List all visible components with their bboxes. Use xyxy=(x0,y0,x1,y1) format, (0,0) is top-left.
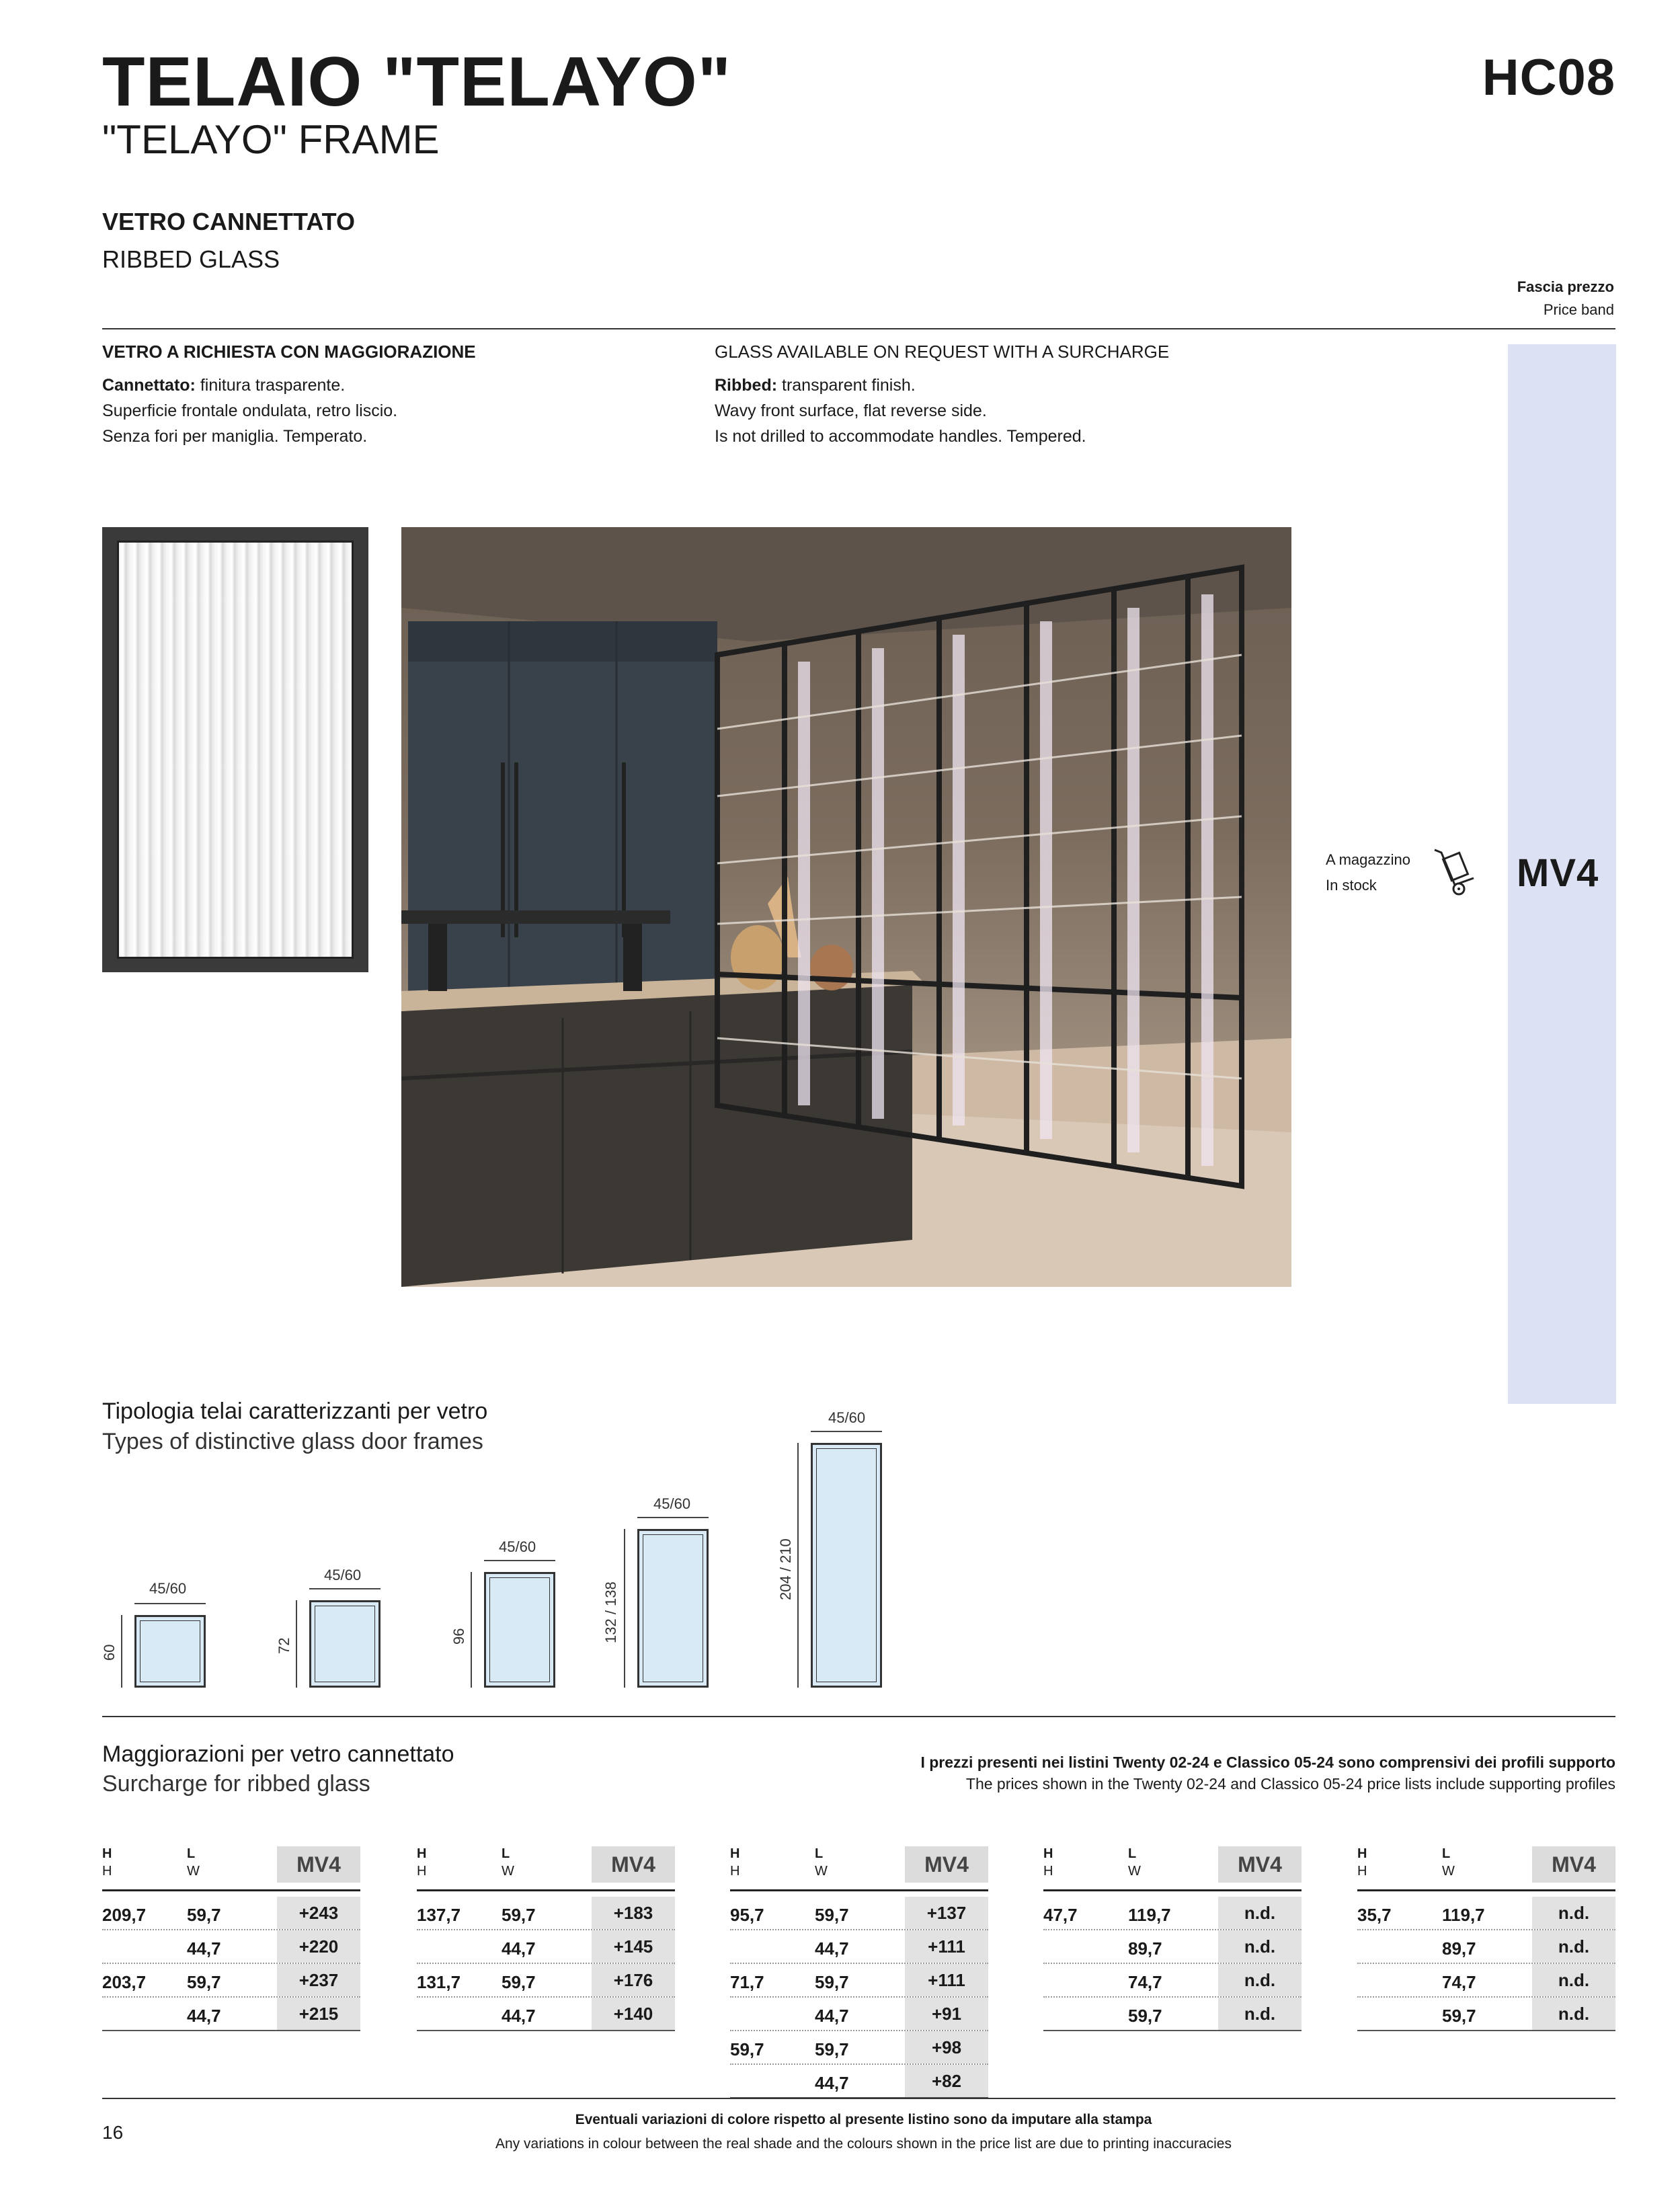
cell-l: 44,7 xyxy=(815,2006,849,2026)
frame-width-label: 45/60 xyxy=(499,1538,536,1555)
cell-price: +111 xyxy=(905,1930,988,1963)
page-subtitle-en: "TELAYO" FRAME xyxy=(102,117,440,162)
cell-price: +220 xyxy=(277,1930,360,1963)
cell-h: 71,7 xyxy=(730,1972,764,1992)
table-header xyxy=(730,1846,988,1884)
frames-title-en: Types of distinctive glass door frames xyxy=(102,1429,483,1454)
stock-label-it: A magazzino xyxy=(1326,851,1410,868)
price-note-en: The prices shown in the Twenty 02-24 and Classico 05-24 price lists include supporting profiles xyxy=(965,1775,1615,1793)
description-label: Ribbed: xyxy=(715,376,778,395)
frame-width-label: 45/60 xyxy=(828,1409,866,1426)
cell-l: 74,7 xyxy=(1442,1972,1476,1992)
height-dimension-line xyxy=(471,1572,472,1688)
frames-title-it: Tipologia telai caratterizzanti per vetro xyxy=(102,1399,488,1424)
kitchen-interior-photo xyxy=(401,527,1291,1287)
frame-width-label: 45/60 xyxy=(324,1567,362,1583)
ribbed-glass-swatch xyxy=(102,527,368,972)
section-divider xyxy=(102,1716,1615,1717)
footer-note-en: Any variations in colour between the real shade and the colours shown in the price list are due to printing inaccuracies xyxy=(495,2136,1232,2152)
height-dimension-line xyxy=(296,1600,297,1688)
footer-note-it: Eventuali variazioni di colore rispetto al presente listino sono da imputare alla stampa xyxy=(575,2112,1152,2127)
description-line: Wavy front surface, flat reverse side. xyxy=(715,401,987,420)
cell-l: 59,7 xyxy=(187,1972,221,1992)
cell-price: +140 xyxy=(592,1998,675,2030)
height-dimension-line xyxy=(624,1529,625,1688)
table-header xyxy=(417,1846,675,1884)
cell-l: 89,7 xyxy=(1128,1938,1162,1959)
cell-l: 74,7 xyxy=(1128,1972,1162,1992)
col-price-band: MV4 xyxy=(1218,1846,1302,1883)
cell-price: n.d. xyxy=(1218,1897,1302,1929)
cell-price: +111 xyxy=(905,1964,988,1996)
cell-h: 59,7 xyxy=(730,2039,764,2059)
col-h-it: H xyxy=(1357,1846,1367,1861)
col-h-en: H xyxy=(1357,1864,1367,1879)
cell-l: 59,7 xyxy=(815,1905,849,1925)
cell-l: 89,7 xyxy=(1442,1938,1476,1959)
col-price-band: MV4 xyxy=(1532,1846,1615,1883)
surcharge-table xyxy=(1357,1846,1615,2031)
col-price-band: MV4 xyxy=(277,1846,360,1883)
cell-price: n.d. xyxy=(1532,1897,1615,1929)
cell-price: n.d. xyxy=(1532,1998,1615,2030)
col-l-it: L xyxy=(815,1846,824,1861)
cell-price: n.d. xyxy=(1218,1998,1302,2030)
surcharge-title-en: Surcharge for ribbed glass xyxy=(102,1771,370,1797)
description-it xyxy=(102,343,476,449)
table-header xyxy=(102,1846,360,1884)
price-note-it: I prezzi presenti nei listini Twenty 02-24 e Classico 05-24 sono comprensivi dei profili supporto xyxy=(920,1754,1615,1771)
cell-price: n.d. xyxy=(1218,1964,1302,1996)
cell-price: +91 xyxy=(905,1998,988,2030)
cell-l: 59,7 xyxy=(1442,2006,1476,2026)
description-line: Is not drilled to accommodate handles. Tempered. xyxy=(715,427,1086,446)
cell-l: 44,7 xyxy=(815,1938,849,1959)
frame-height-label: 204 / 210 xyxy=(777,1538,794,1600)
cell-h: 131,7 xyxy=(417,1972,461,1992)
cell-l: 59,7 xyxy=(187,1905,221,1925)
cell-price: +183 xyxy=(592,1897,675,1929)
frame-width-label: 45/60 xyxy=(149,1580,187,1597)
cell-l: 59,7 xyxy=(502,1905,536,1925)
col-h-en: H xyxy=(417,1864,427,1879)
cell-l: 119,7 xyxy=(1442,1905,1485,1925)
cell-h: 95,7 xyxy=(730,1905,764,1925)
cell-l: 119,7 xyxy=(1128,1905,1171,1925)
col-h-en: H xyxy=(102,1864,112,1879)
footer-divider xyxy=(102,2098,1615,2099)
description-line: Superficie frontale ondulata, retro liscio. xyxy=(102,401,398,420)
cell-price: n.d. xyxy=(1532,1964,1615,1996)
stock-label-en: In stock xyxy=(1326,877,1377,894)
col-h-it: H xyxy=(417,1846,427,1861)
cell-price: +137 xyxy=(905,1897,988,1929)
description-title-it: VETRO A RICHIESTA CON MAGGIORAZIONE xyxy=(102,342,476,362)
page-title: TELAIO "TELAYO" xyxy=(102,43,732,121)
description-en xyxy=(715,343,1169,449)
surcharge-table xyxy=(417,1846,675,2031)
cell-price: +98 xyxy=(905,2031,988,2063)
table-header xyxy=(1043,1846,1302,1884)
cell-l: 59,7 xyxy=(502,1972,536,1992)
height-dimension-line xyxy=(121,1615,122,1688)
cell-h: 203,7 xyxy=(102,1972,147,1992)
glass-frame xyxy=(811,1443,882,1688)
cell-l: 44,7 xyxy=(502,1938,536,1959)
product-code: HC08 xyxy=(1482,49,1615,106)
cell-price: +215 xyxy=(277,1998,360,2030)
col-l-it: L xyxy=(1442,1846,1451,1861)
col-l-en: W xyxy=(187,1864,200,1879)
col-l-it: L xyxy=(187,1846,196,1861)
ribbed-glass-texture xyxy=(117,541,354,959)
cell-price: +145 xyxy=(592,1930,675,1963)
cell-price: n.d. xyxy=(1218,1930,1302,1963)
cell-price: n.d. xyxy=(1532,1930,1615,1963)
col-l-en: W xyxy=(1442,1864,1455,1879)
width-dimension-line xyxy=(484,1560,555,1561)
cell-price: +243 xyxy=(277,1897,360,1929)
col-h-it: H xyxy=(730,1846,740,1861)
cell-price: +82 xyxy=(905,2065,988,2097)
col-price-band: MV4 xyxy=(592,1846,675,1883)
surcharge-table xyxy=(730,1846,988,2098)
width-dimension-line xyxy=(637,1517,709,1518)
surcharge-table xyxy=(102,1846,360,2031)
glass-frame xyxy=(484,1572,555,1688)
frame-height-label: 60 xyxy=(101,1644,118,1661)
col-l-en: W xyxy=(815,1864,828,1879)
kitchen-interior-illustration xyxy=(401,527,1291,1287)
price-band-label-it: Fascia prezzo xyxy=(1517,278,1614,295)
cell-l: 44,7 xyxy=(815,2073,849,2093)
section-title-en: RIBBED GLASS xyxy=(102,245,280,273)
section-title-it: VETRO CANNETTATO xyxy=(102,208,355,235)
frame-width-label: 45/60 xyxy=(653,1495,691,1512)
cell-h: 35,7 xyxy=(1357,1905,1392,1925)
cell-h: 47,7 xyxy=(1043,1905,1078,1925)
col-l-en: W xyxy=(1128,1864,1141,1879)
width-dimension-line xyxy=(309,1588,381,1589)
cell-l: 59,7 xyxy=(815,2039,849,2059)
col-price-band: MV4 xyxy=(905,1846,988,1883)
cell-l: 59,7 xyxy=(1128,2006,1162,2026)
col-l-en: W xyxy=(502,1864,514,1879)
surcharge-title-it: Maggiorazioni per vetro cannettato xyxy=(102,1741,454,1767)
cell-l: 44,7 xyxy=(502,2006,536,2026)
cell-h: 137,7 xyxy=(417,1905,461,1925)
hand-truck-icon xyxy=(1432,846,1479,897)
header-divider xyxy=(102,328,1615,329)
width-dimension-line xyxy=(811,1431,882,1432)
col-h-en: H xyxy=(1043,1864,1053,1879)
description-line: Senza fori per maniglia. Temperato. xyxy=(102,427,368,446)
cell-h: 209,7 xyxy=(102,1905,147,1925)
frame-height-label: 96 xyxy=(450,1628,467,1645)
cell-price: +237 xyxy=(277,1964,360,1996)
cell-l: 44,7 xyxy=(187,2006,221,2026)
description-line xyxy=(102,372,476,398)
cell-l: 59,7 xyxy=(815,1972,849,1992)
description-title-en: GLASS AVAILABLE ON REQUEST WITH A SURCHARGE xyxy=(715,342,1170,362)
description-text: transparent finish. xyxy=(777,376,916,395)
description-line xyxy=(715,372,1169,398)
cell-price: +176 xyxy=(592,1964,675,1996)
col-h-it: H xyxy=(102,1846,112,1861)
table-header xyxy=(1357,1846,1615,1884)
glass-frame xyxy=(134,1615,206,1688)
price-band-label-en: Price band xyxy=(1543,301,1614,318)
height-dimension-line xyxy=(797,1443,799,1688)
surcharge-table xyxy=(1043,1846,1302,2031)
price-band-value: MV4 xyxy=(1517,851,1599,895)
frame-height-label: 72 xyxy=(276,1637,292,1654)
page-number: 16 xyxy=(102,2122,124,2143)
description-text: finitura trasparente. xyxy=(195,376,346,395)
glass-frame xyxy=(637,1529,709,1688)
cell-l: 44,7 xyxy=(187,1938,221,1959)
col-l-it: L xyxy=(1128,1846,1137,1861)
col-l-it: L xyxy=(502,1846,510,1861)
glass-frame xyxy=(309,1600,381,1688)
description-label: Cannettato: xyxy=(102,376,196,395)
width-dimension-line xyxy=(134,1603,206,1604)
col-h-it: H xyxy=(1043,1846,1053,1861)
frame-height-label: 132 / 138 xyxy=(602,1581,619,1643)
col-h-en: H xyxy=(730,1864,740,1879)
